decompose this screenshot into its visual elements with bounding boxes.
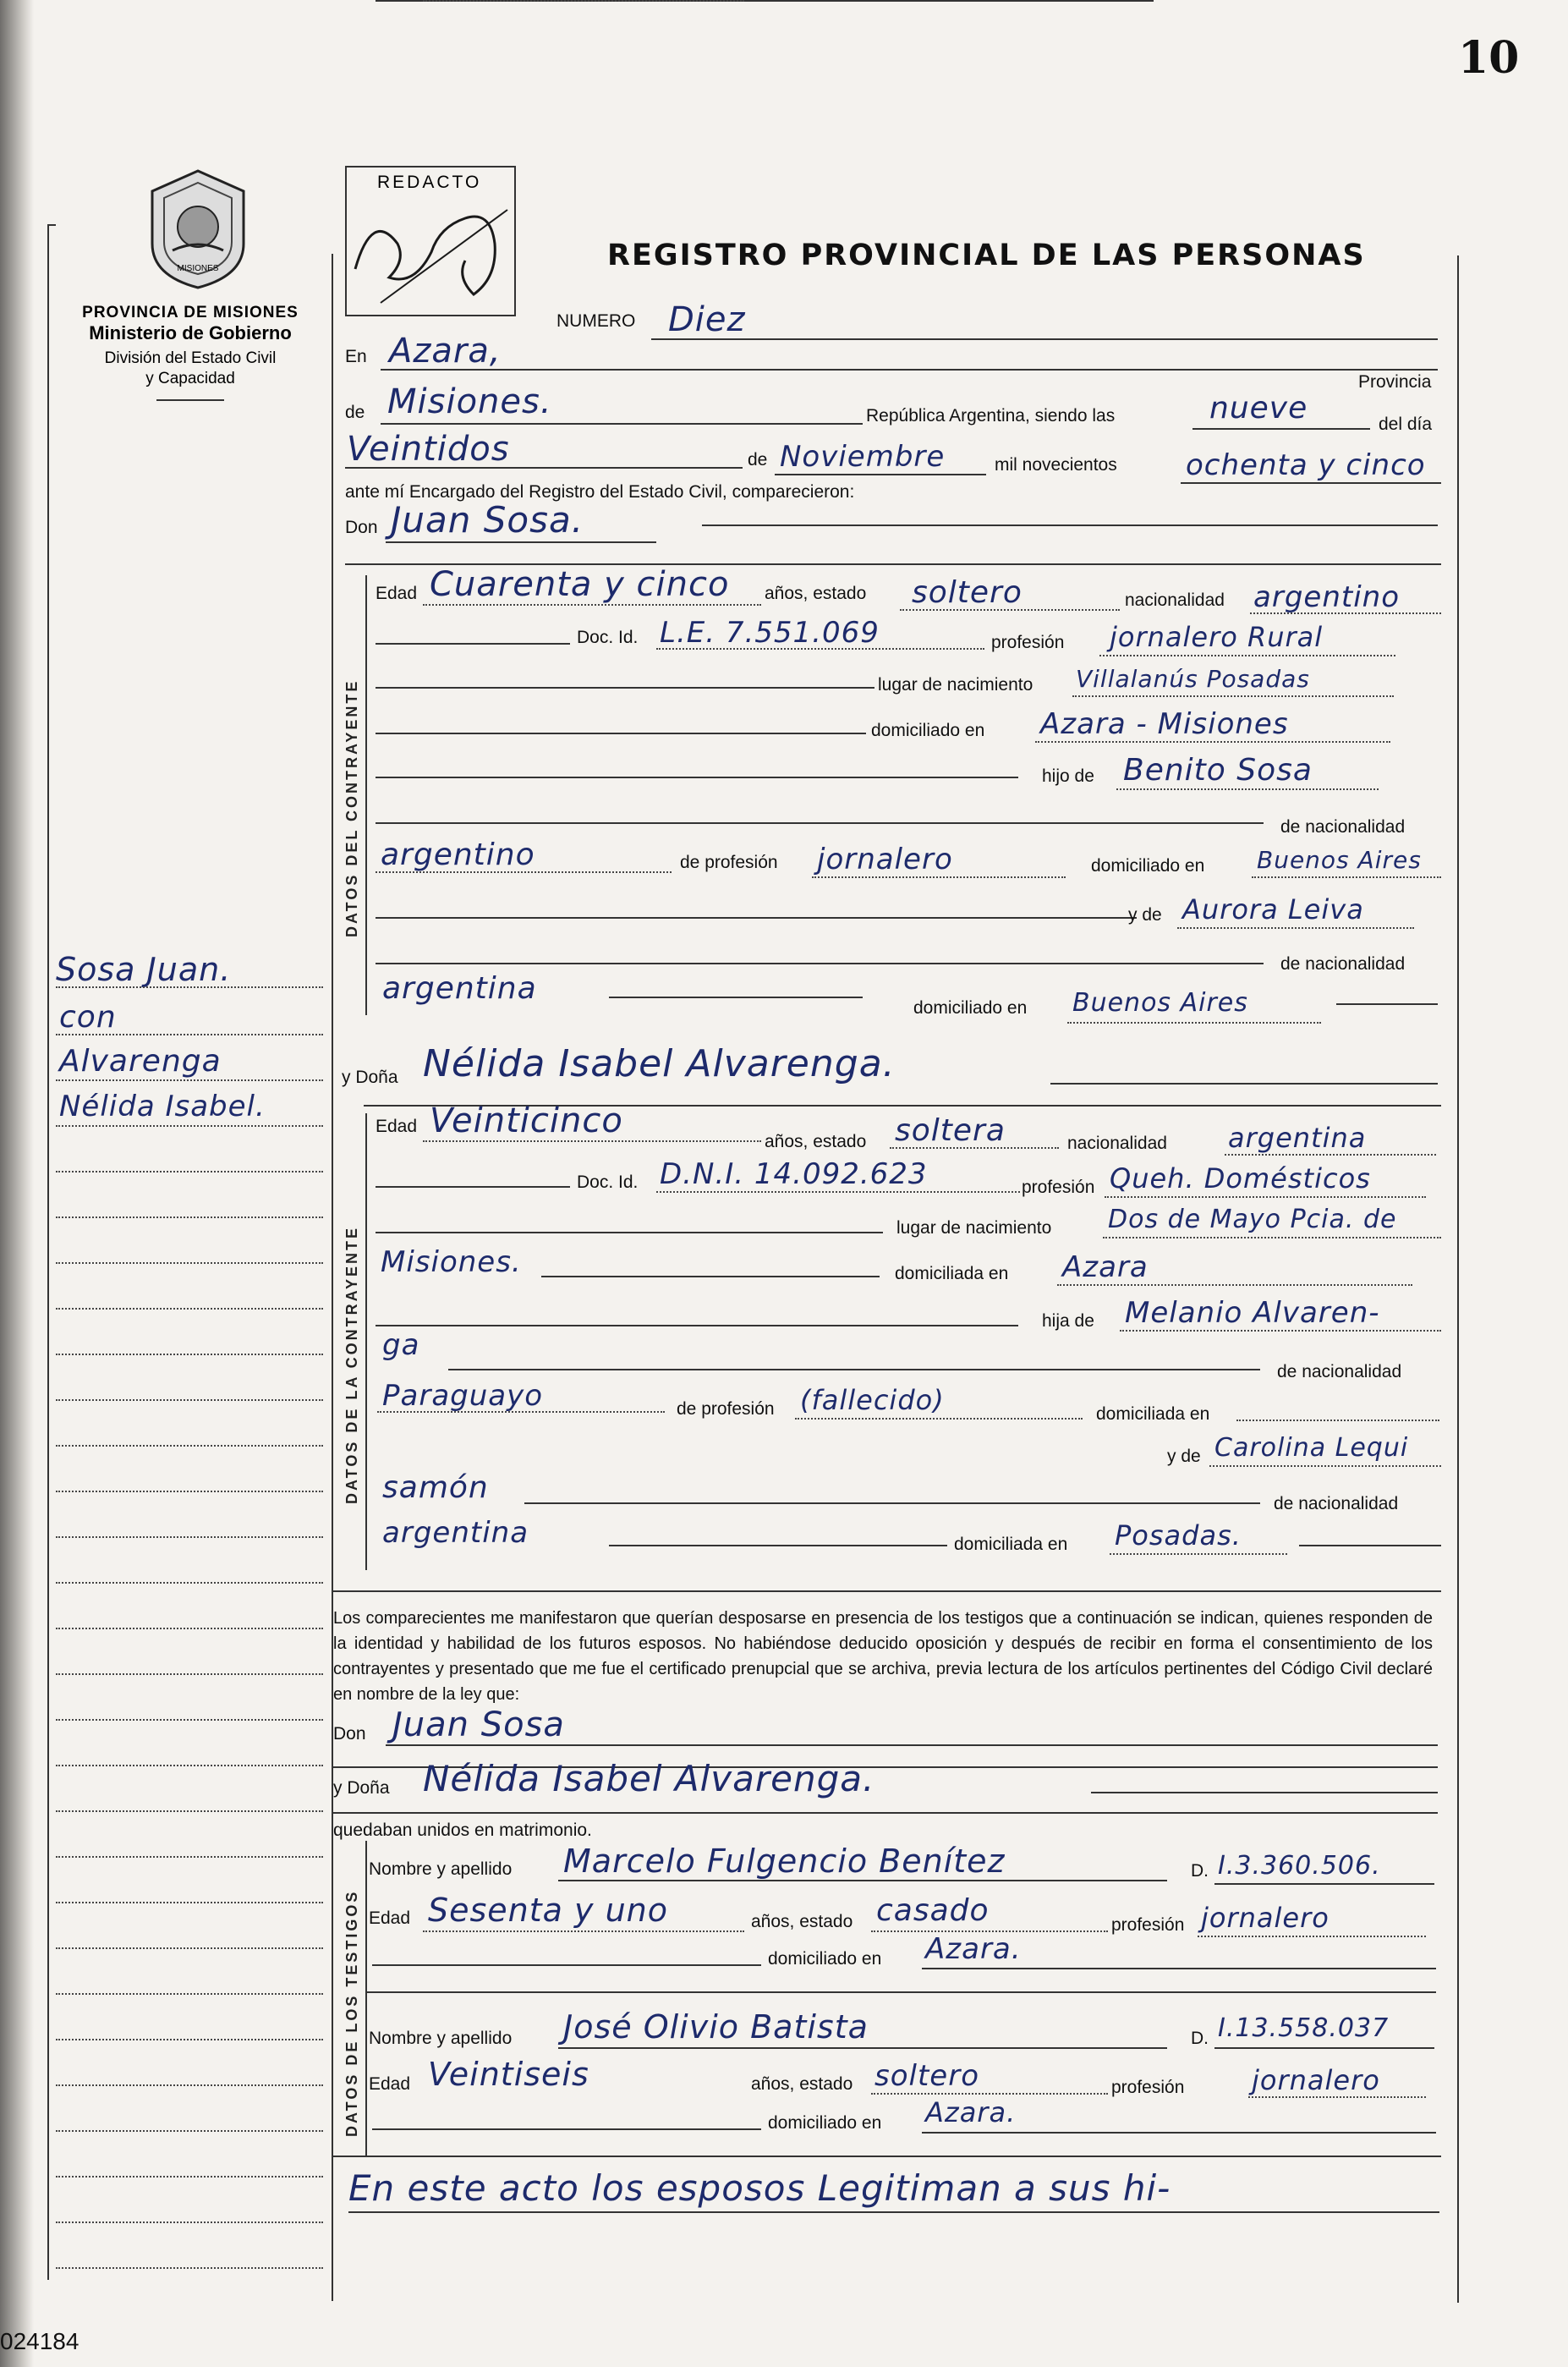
margin-dotted-line [56, 1673, 323, 1675]
m-profesion-label: profesión [991, 633, 1065, 652]
t2-prof-line [1248, 2096, 1426, 2098]
f-padre-nac-pre-line [448, 1369, 1260, 1370]
m-madre-nac-line [609, 997, 863, 998]
de-label: de [345, 403, 365, 422]
f-lugar-pre-line [376, 1232, 883, 1233]
t1-dom-label: domiciliado en [768, 1949, 882, 1969]
margin-dotted-line [56, 1536, 323, 1538]
hora-value: nueve [1209, 391, 1308, 426]
f-madre-dom-post-line [1299, 1545, 1441, 1546]
margin-dotted-line [56, 2130, 323, 2132]
margin-dotted-line [56, 1628, 323, 1629]
margin-note-1: Sosa Juan. [56, 951, 232, 988]
t1-edad-label: Edad [369, 1908, 411, 1928]
m-edad-label: Edad [376, 584, 418, 603]
t2-doc-line [1214, 2047, 1434, 2049]
f-madre-dom-line [1110, 1553, 1287, 1555]
margin-line-1 [56, 986, 323, 988]
t2-nombre-label: Nombre y apellido [369, 2029, 513, 2048]
redacto-box [345, 166, 516, 316]
m-doc-pre-line [376, 643, 570, 645]
numero-label: NUMERO [556, 311, 636, 331]
m-madre-dom-post-line [1336, 1003, 1438, 1005]
numero-value: Diez [668, 300, 746, 339]
dia-value: Veintidos [347, 430, 510, 469]
f-doc-label: Doc. Id. [577, 1173, 639, 1192]
m-padre-nac-line [376, 871, 672, 873]
margin-dotted-line [56, 1216, 323, 1218]
m-madre-nac-pre-line [376, 963, 1264, 964]
t1-profesion-label: profesión [1111, 1915, 1185, 1935]
m-padre-prof-line [812, 876, 1066, 878]
t2-nombre-line [558, 2047, 1167, 2049]
margin-dotted-line [56, 1308, 323, 1310]
m-madre-dom-line [1067, 1022, 1321, 1024]
numero-line [651, 338, 1438, 340]
margin-dotted-line [56, 1719, 323, 1721]
m-profesion-line [1099, 655, 1395, 656]
en-line [381, 369, 1438, 371]
f-edad-label: Edad [376, 1117, 418, 1136]
m-nacionalidad-value: argentino [1253, 580, 1400, 614]
testigos-border [365, 1841, 367, 2156]
m-hijo-pre-line [376, 777, 1018, 778]
f-anos-label: años, estado [765, 1132, 867, 1151]
f-hija-pre-line [376, 1325, 1018, 1326]
decl-don-label: Don [333, 1724, 366, 1744]
footer-code: 024184 [0, 2328, 79, 2354]
testigos-side-label: DATOS DE LOS TESTIGOS [343, 1889, 360, 2137]
left-border [332, 254, 333, 2301]
t1-rule [365, 1991, 1436, 1993]
t2-dom-pre-line [372, 2128, 761, 2130]
f-lugar-line [1103, 1237, 1441, 1238]
en-label: En [345, 347, 367, 366]
f-lugar-label: lugar de nacimiento [896, 1218, 1052, 1238]
f-padre-prof-line [795, 1418, 1083, 1420]
m-y-de-label: y de [1128, 905, 1162, 925]
page-number: 10 [1458, 32, 1520, 84]
margin-dotted-line [56, 1810, 323, 1812]
f-madre-nac-label: de nacionalidad [1274, 1494, 1399, 1513]
m-domicilio-line [1035, 741, 1390, 743]
province-label: PROVINCIA DE MISIONES [82, 304, 299, 321]
final-note: En este acto los esposos Legitiman a sus hi- [348, 2167, 1171, 2209]
f-dom-pre-line [541, 1276, 880, 1277]
f-nacionalidad-line [1225, 1154, 1436, 1156]
don-line-b [702, 524, 1438, 526]
m-edad-line [423, 604, 761, 606]
margin-note-4: Nélida Isabel. [59, 1090, 266, 1123]
t1-nombre-line [558, 1880, 1167, 1881]
dona-value: Nélida Isabel Alvarenga. [423, 1042, 896, 1085]
t1-anos-label: años, estado [751, 1912, 853, 1931]
contrayente-border [365, 575, 367, 1015]
f-madre-line [1209, 1465, 1441, 1467]
f-padre-value-2: ga [382, 1328, 420, 1362]
anio-value: ochenta y cinco [1186, 448, 1426, 482]
declaration-paragraph: Los comparecientes me manifestaron que querían desposarse en presencia de los testigos que a continuación se indican, quienes responden de la identidad y habilidad de los futuros esposos. No habiéndose deducido oposición y después de recibir en forma el consentimiento de los contrayentes y presentado que me fue el certificado prenupcial que se archiva, previa lectura de los artículos pertinentes del Código Civil declaré en nombre de la ley que: [333, 1609, 1433, 1704]
margin-dotted-line [56, 1765, 323, 1766]
m-domicilio-label: domiciliado en [871, 721, 985, 740]
margin-dotted-line [56, 1399, 323, 1401]
margin-dotted-line [56, 1993, 323, 1995]
contrayenta-border [365, 1113, 367, 1570]
margin-dotted-line [56, 1445, 323, 1447]
m-lugar-label: lugar de nacimiento [878, 675, 1033, 695]
f-padre-prof-value: (fallecido) [800, 1384, 945, 1416]
m-hijo-label: hijo de [1042, 766, 1094, 786]
t1-doc-value: I.3.360.506. [1218, 1851, 1381, 1881]
f-padre-nac-label: de nacionalidad [1277, 1362, 1402, 1381]
t2-anos-label: años, estado [751, 2074, 853, 2094]
decl-dona-label: y Doña [333, 1778, 390, 1798]
f-padre-dom-label: domiciliada en [1096, 1404, 1210, 1424]
provincial-seal-icon [142, 166, 254, 293]
m-padre-prof-label: de profesión [680, 853, 778, 872]
t2-estado-line [871, 2093, 1108, 2095]
margin-left-border [47, 224, 49, 2280]
m-estado-value: soltero [912, 575, 1022, 610]
f-madre-dom-label: domiciliada en [954, 1535, 1068, 1554]
f-madre-nac-value: argentina [382, 1516, 529, 1550]
m-domicilio-value: Azara - Misiones [1040, 707, 1289, 741]
m-lugar-line [1072, 695, 1394, 697]
ante-label: ante mí Encargado del Registro del Estado Civil, comparecieron: [345, 482, 855, 502]
t1-dom-line [922, 1968, 1436, 1969]
f-padre-value: Melanio Alvaren- [1125, 1296, 1380, 1330]
dona-line [1050, 1083, 1438, 1085]
margin-dotted-line [56, 2084, 323, 2086]
f-profesion-value: Queh. Domésticos [1110, 1162, 1371, 1194]
f-profesion-label: profesión [1022, 1178, 1095, 1197]
f-lugar-value-2: Misiones. [381, 1245, 522, 1279]
t1-prof-line [1198, 1936, 1426, 1937]
m-nacionalidad-label: nacionalidad [1125, 590, 1225, 610]
f-domicilio-label: domiciliada en [895, 1264, 1009, 1283]
m-nacionalidad-line [1250, 612, 1441, 614]
margin-dotted-line [56, 1582, 323, 1584]
m-padre-value: Benito Sosa [1123, 753, 1313, 788]
t2-dom-label: domiciliado en [768, 2113, 882, 2133]
seal-text: MISIONES [177, 264, 219, 273]
t1-estado-value: casado [876, 1893, 990, 1928]
hora-line [1192, 428, 1370, 430]
margin-note-2: con [59, 1000, 117, 1035]
m-madre-nac-value: argentina [382, 971, 537, 1006]
margin-dotted-line [56, 2176, 323, 2178]
section-rule [332, 1590, 1441, 1592]
f-nacionalidad-label: nacionalidad [1067, 1134, 1167, 1153]
f-padre-nac-line [377, 1411, 665, 1413]
m-edad-value: Cuarenta y cinco [430, 565, 730, 604]
m-madre-line [1177, 927, 1414, 929]
contrayenta-side-label: DATOS DE LA CONTRAYENTE [343, 1225, 360, 1504]
m-estado-line [900, 609, 1120, 611]
m-madre-dom-label: domiciliado en [913, 998, 1028, 1018]
m-padre-nac-value: argentino [381, 838, 535, 872]
m-padre-prof-value: jornalero [817, 843, 953, 876]
issuer-block [51, 303, 330, 401]
f-doc-line [656, 1191, 1020, 1193]
f-y-de-label: y de [1167, 1447, 1201, 1466]
t1-prof-value: jornalero [1201, 1902, 1330, 1934]
m-padre-dom-line [1252, 876, 1441, 878]
right-border [1457, 255, 1459, 2303]
t2-edad-value: Veintiseis [428, 2056, 589, 2093]
f-padre-nac-value: Paraguayo [382, 1379, 544, 1413]
t1-d-label: D. [1191, 1861, 1209, 1881]
m-nac-pre-line [376, 822, 1264, 824]
t2-doc-value: I.13.558.037 [1218, 2013, 1390, 2043]
republica-label: República Argentina, siendo las [866, 406, 1116, 426]
m-lugar-value: Villalanús Posadas [1076, 665, 1310, 693]
f-hija-label: hija de [1042, 1311, 1094, 1331]
m-lugar-pre-line [376, 687, 874, 689]
de-line [381, 423, 863, 425]
header-divider [156, 399, 224, 401]
dia-line [345, 467, 743, 469]
register-title: REGISTRO PROVINCIAL DE LAS PERSONAS [607, 239, 1366, 272]
margin-line-4 [56, 1125, 323, 1127]
division-label-1: División del Estado Civil [104, 349, 277, 367]
f-madre-nac-pre-line [524, 1502, 1260, 1504]
decl-don-line [386, 1744, 1438, 1746]
decl-don-value: Juan Sosa [392, 1705, 565, 1744]
mes-value: Noviembre [780, 440, 946, 474]
t2-dom-line [922, 2132, 1436, 2134]
margin-dotted-line [56, 1947, 323, 1949]
t1-dom-value: Azara. [925, 1932, 1022, 1966]
f-estado-line [890, 1147, 1059, 1149]
m-doc-value: L.E. 7.551.069 [660, 616, 880, 650]
f-madre-dom-value: Posadas. [1115, 1519, 1242, 1551]
anio-line [1181, 482, 1441, 484]
margin-dotted-line [56, 2221, 323, 2223]
m-madre-value: Aurora Leiva [1182, 893, 1364, 925]
margin-dotted-line [56, 1171, 323, 1173]
margin-dotted-line [56, 2039, 323, 2040]
f-madre-nac-line [609, 1545, 947, 1546]
margin-dotted-line [56, 1262, 323, 1264]
de-mes-label: de [748, 450, 768, 470]
margin-line-3 [56, 1079, 323, 1081]
f-profesion-line [1105, 1196, 1426, 1198]
de-value: Misiones. [387, 382, 552, 421]
t1-edad-line [423, 1930, 744, 1932]
m-doc-label: Doc. Id. [577, 628, 639, 647]
m-madre-nac-label: de nacionalidad [1280, 954, 1406, 974]
t2-d-label: D. [1191, 2029, 1209, 2048]
f-madre-value: Carolina Lequi [1214, 1433, 1409, 1463]
t1-nombre-value: Marcelo Fulgencio Benítez [563, 1843, 1006, 1880]
m-madre-dom-value: Buenos Aires [1072, 988, 1248, 1018]
mes-line [775, 474, 986, 475]
t1-doc-line [1214, 1883, 1434, 1885]
f-estado-value: soltera [895, 1113, 1006, 1148]
division-label-2: y Capacidad [145, 370, 235, 387]
m-doc-line [656, 648, 984, 650]
f-nacionalidad-value: argentina [1228, 1122, 1367, 1154]
del-dia-label: del día [1379, 415, 1433, 434]
m-dom-pre-line [376, 733, 866, 734]
f-domicilio-line [1057, 1284, 1412, 1286]
f-padre-prof-label: de profesión [677, 1399, 775, 1419]
f-doc-value: D.N.I. 14.092.623 [660, 1157, 928, 1191]
ministry-label: Ministerio de Gobierno [89, 322, 292, 343]
en-value: Azara, [389, 332, 502, 371]
don-label: Don [345, 518, 378, 537]
f-domicilio-value: Azara [1062, 1250, 1149, 1284]
margin-dotted-line [56, 1902, 323, 1903]
t2-rule [332, 2156, 1441, 2157]
m-padre-line [1116, 788, 1379, 790]
mil-novecientos-label: mil novecientos [995, 455, 1117, 475]
f-padre-dom-line [1236, 1420, 1439, 1421]
m-profesion-value: jornalero Rural [1110, 621, 1324, 653]
f-edad-line [423, 1140, 761, 1142]
t2-edad-label: Edad [369, 2074, 411, 2094]
m-padre-dom-value: Buenos Aires [1257, 846, 1422, 874]
final-line [348, 2211, 1439, 2213]
t1-nombre-label: Nombre y apellido [369, 1859, 513, 1879]
m-padre-dom-label: domiciliado en [1091, 856, 1205, 876]
contrayente-side-label: DATOS DEL CONTRAYENTE [343, 678, 360, 937]
redacto-signature-icon [347, 193, 514, 311]
t2-prof-value: jornalero [1252, 2064, 1380, 2096]
page-shadow [0, 0, 34, 2367]
quedaban-label: quedaban unidos en matrimonio. [333, 1821, 592, 1840]
f-doc-pre-line [376, 1186, 570, 1188]
m-anos-label: años, estado [765, 584, 867, 603]
t1-dom-pre-line [372, 1964, 761, 1966]
margin-dotted-line [56, 1856, 323, 1858]
t2-nombre-value: José Olivio Batista [563, 2008, 869, 2046]
t2-estado-value: soltero [874, 2059, 979, 2093]
f-madre-value-2: samón [382, 1470, 489, 1505]
m-padre-nac-label: de nacionalidad [1280, 817, 1406, 837]
decl-dona-value: Nélida Isabel Alvarenga. [423, 1758, 875, 1799]
t2-edad-line [423, 0, 744, 2]
t2-profesion-label: profesión [1111, 2078, 1185, 2097]
m-ydemadre-pre-line [376, 917, 1137, 919]
margin-dotted-line [56, 2267, 323, 2269]
don-line-a [386, 541, 656, 543]
margin-note-3: Alvarenga [59, 1044, 222, 1079]
margin-dotted-line [56, 1354, 323, 1355]
f-edad-value: Veinticinco [430, 1101, 623, 1140]
decl-dona-line [1091, 1792, 1438, 1793]
redacto-label: REDACTO [377, 173, 482, 192]
margin-line-2 [56, 1034, 323, 1035]
f-padre-line [1120, 1330, 1441, 1332]
don-value: Juan Sosa. [391, 499, 584, 541]
t2-dom-value: Azara. [925, 2096, 1017, 2128]
margin-dotted-line [56, 1491, 323, 1492]
dona-label: y Doña [342, 1068, 398, 1087]
decl-dona-line-2 [333, 1812, 1438, 1814]
f-lugar-value: Dos de Mayo Pcia. de [1108, 1205, 1397, 1234]
provincia-label: Provincia [1358, 372, 1432, 392]
t1-edad-value: Sesenta y uno [428, 1892, 669, 1929]
